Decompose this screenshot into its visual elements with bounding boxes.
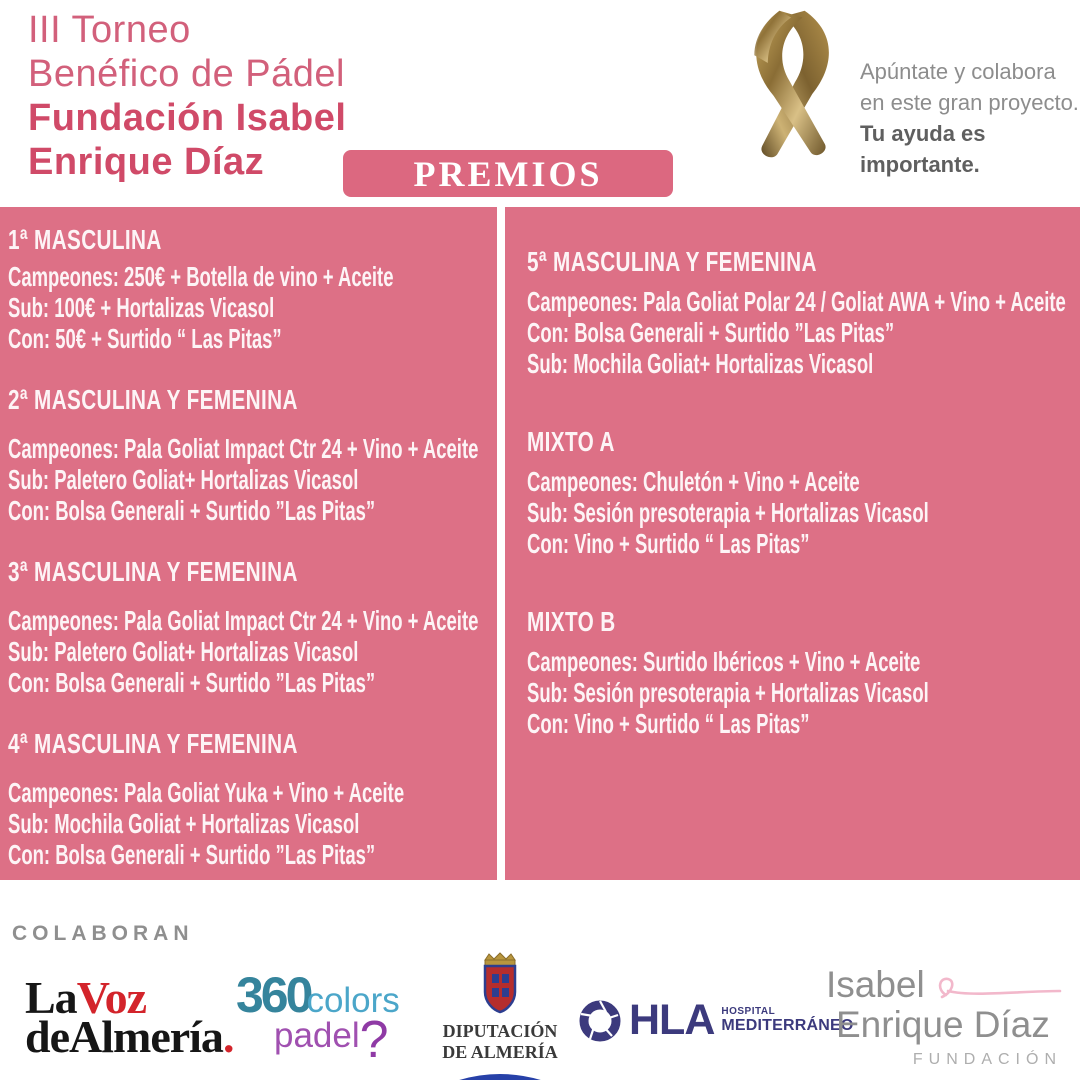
prize-line: Sub: Mochila Goliat + Hortalizas Vicasol: [8, 808, 360, 839]
prize-line: Con: Bolsa Generali + Surtido ”Las Pitas”: [527, 317, 895, 348]
logo-hla-mediterraneo: [578, 996, 854, 1045]
diputacion-text: DIPUTACIÓN DE ALMERÍA: [442, 1021, 558, 1062]
prize-line: Campeones: Pala Goliat Polar 24 / Goliat AWA + Vino + Aceite: [527, 286, 1066, 317]
prize-block-5a: [527, 245, 1080, 379]
title-line-1: III Torneo: [28, 9, 191, 51]
support-line-2: en este gran proyecto.: [860, 90, 1079, 115]
title-line-2: Benéfico de Pádel: [28, 53, 345, 95]
prize-line: Con: 50€ + Surtido “ Las Pitas”: [8, 323, 282, 354]
prize-line: Con: Vino + Surtido “ Las Pitas”: [527, 528, 810, 559]
logo-diputacion-almeria: [428, 950, 572, 1080]
prize-line: Campeones: Surtido Ibéricos + Vino + Aceite: [527, 646, 921, 677]
fundacion-line-2: Enrique Díaz: [836, 1004, 1050, 1045]
prize-line: Sub: 100€ + Hortalizas Vicasol: [8, 292, 275, 323]
prize-line: Campeones: Pala Goliat Yuka + Vino + Aceite: [8, 777, 405, 808]
support-line-1: Apúntate y colabora: [860, 59, 1056, 84]
prize-line: Con: Bolsa Generali + Surtido ”Las Pitas”: [8, 495, 376, 526]
prize-line: Campeones: Pala Goliat Impact Ctr 24 + Vino + Aceite: [8, 433, 479, 464]
prize-line: Campeones: Pala Goliat Impact Ctr 24 + Vino + Aceite: [8, 605, 479, 636]
prize-line: Sub: Paletero Goliat+ Hortalizas Vicasol: [8, 636, 359, 667]
prize-line: Sub: Sesión presoterapia + Hortalizas Vicasol: [527, 497, 929, 528]
c360-line-2: padel?: [274, 1011, 389, 1069]
prize-block-2a: [8, 383, 497, 526]
padel-racket-icon: ?: [359, 1011, 389, 1069]
prize-heading: 2ª MASCULINA Y FEMENINA: [8, 384, 298, 415]
prize-line: Sub: Paletero Goliat+ Hortalizas Vicasol: [8, 464, 359, 495]
support-text: [860, 56, 1080, 180]
prize-line: Con: Vino + Surtido “ Las Pitas”: [527, 708, 810, 739]
prize-heading: 4ª MASCULINA Y FEMENINA: [8, 728, 298, 759]
prizes-panel-right: [505, 207, 1080, 880]
premios-banner: [343, 150, 673, 197]
lavoz-line-1: LaVoz: [25, 972, 147, 1023]
prize-heading: MIXTO A: [527, 426, 615, 457]
prize-block-3a: [8, 555, 497, 698]
prize-line: Con: Bolsa Generali + Surtido ”Las Pitas”: [8, 667, 376, 698]
diputacion-arc: [440, 1071, 560, 1080]
hla-abbr: HLA: [629, 996, 715, 1044]
prize-heading: 3ª MASCULINA Y FEMENINA: [8, 556, 298, 587]
lavoz-line-2: deAlmería.: [25, 1011, 234, 1062]
support-line-3: Tu ayuda es importante.: [860, 121, 986, 177]
logo-fundacion-isabel-enrique-diaz: [826, 965, 1062, 1069]
prize-line: Sub: Sesión presoterapia + Hortalizas Vicasol: [527, 677, 929, 708]
hla-swirl-icon: [578, 999, 622, 1043]
prize-block-1a: [8, 223, 497, 354]
title-line-4: Enrique Díaz: [28, 141, 265, 183]
prize-heading: 5ª MASCULINA Y FEMENINA: [527, 246, 817, 277]
prize-line: Con: Bolsa Generali + Surtido ”Las Pitas”: [8, 839, 376, 870]
logo-360colors-padel: [236, 967, 406, 1069]
prize-block-4a: [8, 727, 497, 870]
hla-subtitle: HOSPITAL MEDITERRÁNEO: [721, 1006, 854, 1034]
prizes-panel-left: [0, 207, 497, 880]
logo-lavoz-almeria: [25, 972, 234, 1062]
almeria-crest-icon: [477, 950, 523, 1014]
prize-block-mixto-b: [527, 605, 1080, 739]
colaboran-label: COLABORAN: [12, 922, 194, 945]
fundacion-line-1: Isabel: [826, 964, 925, 1005]
premios-banner-label: PREMIOS: [413, 153, 603, 194]
title-line-3: Fundación Isabel: [28, 97, 347, 139]
gold-ribbon-icon: [735, 4, 851, 178]
c360-line-1: 360colors: [236, 967, 400, 1023]
prize-line: Sub: Mochila Goliat+ Hortalizas Vicasol: [527, 348, 874, 379]
poster-title: [28, 8, 346, 184]
prize-heading: MIXTO B: [527, 606, 616, 637]
pink-ribbon-doodle-icon: [932, 973, 1062, 1001]
prize-heading: 1ª MASCULINA: [8, 224, 162, 255]
prize-line: Campeones: Chuletón + Vino + Aceite: [527, 466, 860, 497]
fundacion-line-3: FUNDACIÓN: [912, 1051, 1062, 1068]
prize-line: Campeones: 250€ + Botella de vino + Aceite: [8, 261, 394, 292]
prize-block-mixto-a: [527, 425, 1080, 559]
